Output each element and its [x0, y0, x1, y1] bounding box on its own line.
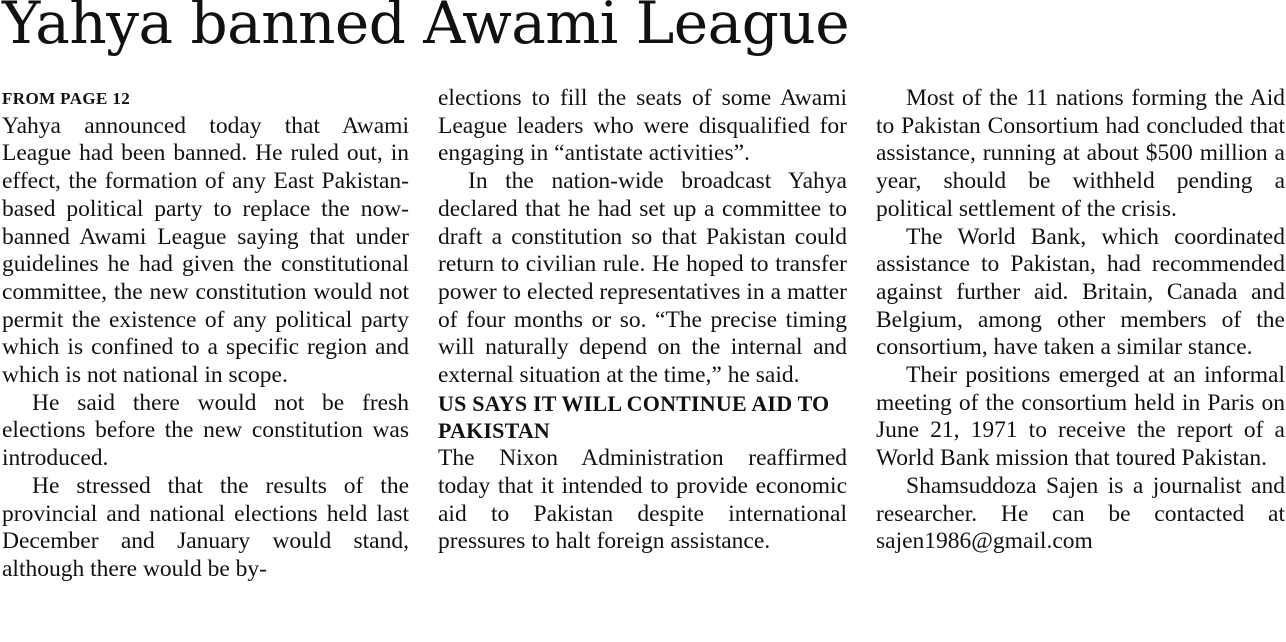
author-bio: Shamsuddoza Sajen is a journalist and researcher. He can be contacted at sajen1986@gmail.com — [876, 472, 1285, 555]
article-column-3 — [876, 85, 1285, 556]
paragraph: The World Bank, which coordinated assistance to Pakistan, had recommended against further aid. Britain, Canada and Belgium, among other members of the consortium, have taken a similar stance. — [876, 223, 1285, 361]
paragraph: In the nation-wide broadcast Yahya declared that he had set up a committee to draft a constitution so that Pakistan could return to civilian rule. He hoped to transfer power to elected representatives in a matter of four months or so. “The precise timing will naturally depend on the internal and external situation at the time,” he said. — [438, 168, 847, 389]
article-column-1 — [2, 85, 409, 584]
paragraph: Most of the 11 nations forming the Aid to Pakistan Consortium had concluded that assistance, running at about $500 million a year, should be withheld pending a political settlement of the crisis. — [876, 85, 1285, 222]
paragraph: He said there would not be fresh elections before the new constitution was introduced. — [2, 389, 409, 472]
paragraph: Yahya announced today that Awami League had been banned. He ruled out, in effect, the formation of any East Pakistan-based political party to replace the now-banned Awami League saying that under guidelines he had given the constitutional committee, the new constitution would not permit the existence of any political party which is confined to a specific region and which is not national in scope. — [2, 112, 409, 389]
article-column-2 — [438, 85, 847, 556]
jump-line: FROM PAGE 12 — [2, 89, 131, 108]
paragraph: elections to fill the seats of some Awami League leaders who were disqualified for engaging in “antistate activities”. — [438, 85, 847, 167]
section-subheading: US SAYS IT WILL CONTINUE AID TO PAKISTAN — [438, 390, 830, 444]
paragraph: The Nixon Administration reaffirmed today that it intended to provide economic aid to Pakistan despite international pressures to halt foreign assistance. — [438, 445, 847, 555]
headline: Yahya banned Awami League — [2, 0, 850, 57]
paragraph: He stressed that the results of the provincial and national elections held last December and January would stand, although there would be by- — [2, 472, 409, 582]
paragraph: Their positions emerged at an informal meeting of the consortium held in Paris on June 21, 1971 to receive the report of a World Bank mission that toured Pakistan. — [876, 362, 1285, 472]
